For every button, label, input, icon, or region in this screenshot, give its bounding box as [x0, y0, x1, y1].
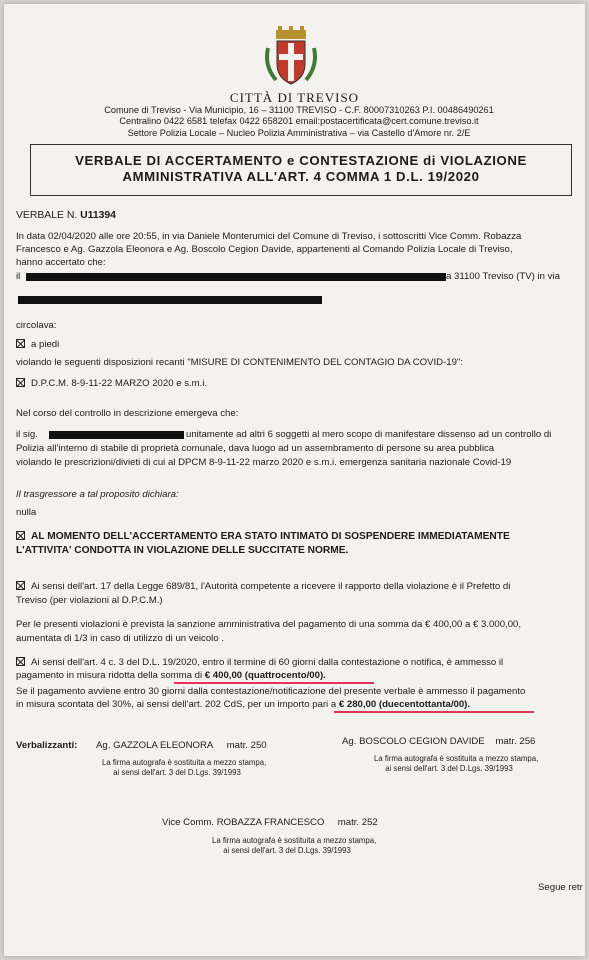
checked-box-icon [16, 531, 25, 540]
verbalizzanti-label: Verbalizzanti: [16, 740, 78, 751]
checkbox-a-piedi: a piedi [16, 338, 59, 351]
agent1-signature-note: La firma autografa è sostituita a mezzo stampa, ai sensi dell'art. 3 del D.Lgs. 39/1993 [102, 758, 267, 777]
highlight-underline [334, 711, 534, 713]
violation-intro: violando le seguenti disposizioni recanti "MISURE DI CONTENIMENTO DEL CONTAGIO DA COVID-19": [16, 357, 464, 368]
checkbox-dpcm: D.P.C.M. 8-9-11-22 MARZO 2020 e s.m.i. [16, 377, 207, 390]
checked-box-icon [16, 581, 25, 590]
header-department: Settore Polizia Locale – Nucleo Polizia Amministrativa – via Castello d'Amore nr. 2/E [127, 128, 471, 138]
highlight-underline [174, 682, 374, 684]
body-p2-line1: unitamente ad altri 6 soggetti al mero scopo di manifestare dissenso ad un controllo di [186, 429, 552, 440]
payment-line2: in misura scontata del 30%, ai sensi dell'art. 202 CdS, per un importo pari a € 280,00 (duecentottanta/00). [16, 699, 471, 710]
checked-box-icon [16, 378, 25, 387]
offender-label: il [16, 271, 21, 282]
header-contacts: Centralino 0422 6581 telefax 0422 658201 email:postacertificata@cert.comune.treviso.it [119, 116, 479, 126]
art17-line2: Treviso (per violazioni al D.P.C.M.) [16, 595, 163, 606]
declaration-value: nulla [16, 507, 37, 518]
redaction-bar [18, 296, 322, 304]
agent2-signature-note: La firma autografa è sostituita a mezzo stampa, ai sensi dell'art. 3 del D.Lgs. 39/1993 [374, 754, 539, 773]
document-title-line1: VERBALE DI ACCERTAMENTO e CONTESTAZIONE di VIOLAZIONE [75, 153, 527, 168]
control-intro: Nel corso del controllo in descrizione emergeva che: [16, 408, 239, 419]
body-p1-line2: Francesco e Ag. Gazzola Eleonora e Ag. Boscolo Cegion Davide, appartenenti al Comando Polizia Locale di Treviso, [16, 244, 513, 255]
body-p1-line3: hanno accertato che: [16, 257, 106, 268]
intimation-line2: L'ATTIVITA' CONDOTTA IN VIOLAZIONE DELLE SUCCITATE NORME. [16, 545, 349, 556]
body-p2-line3: violando le prescrizioni/divieti di cui al DPCM 8-9-11-22 marzo 2020 e s.m.i. emergenza sanitaria nazionale Covid-19 [16, 457, 512, 468]
document-page [4, 4, 585, 956]
sanction-line2: aumentata di 1/3 in caso di utilizzo di un veicolo . [16, 633, 224, 644]
payment-line1: Se il pagamento avviene entro 30 giorni dalla contestazione/notificazione del presente verbale è ammesso il pagamento [16, 686, 526, 697]
body-p2-line2: Polizia all'interno di stabile di proprietà comunale, dava luogo ad un assembramento di persone su area pubblica [16, 443, 495, 454]
intimation-line1: AL MOMENTO DELL'ACCERTAMENTO ERA STATO INTIMATO DI SOSPENDERE IMMEDIATAMENTE [16, 530, 510, 543]
circolava-label: circolava: [16, 320, 57, 331]
redaction-bar [26, 273, 446, 281]
offender-address-tail: a 31100 Treviso (TV) in via [446, 271, 560, 282]
checked-box-icon [16, 339, 25, 348]
vice-signature-note: La firma autografa è sostituita a mezzo stampa, ai sensi dell'art. 3 del D.Lgs. 39/1993 [212, 836, 377, 855]
body-p1-line1: In data 02/04/2020 alle ore 20:55, in via Daniele Monterumici del Comune di Treviso, i sottoscritti Vice Comm. Robazza [16, 231, 522, 242]
header-address: Comune di Treviso - Via Municipio, 16 – 31100 TREVISO - C.F. 80007310263 P.I. 00486490261 [104, 105, 494, 115]
art17-line1: Ai sensi dell'art. 17 della Legge 689/81, l'Autorità competente a ricevere il rapporto della violazione è il Prefetto di [16, 580, 510, 593]
document-title-box [30, 144, 572, 196]
continue-on-back: Segue retr [538, 882, 583, 893]
agent1-signature: Ag. GAZZOLA ELEONORA matr. 250 [96, 740, 267, 751]
sanction-line1: Per le presenti violazioni è prevista la sanzione amministrativa del pagamento di una somma da € 400,00 a € 3.000,00, [16, 619, 522, 630]
art4-line2: pagamento in misura ridotta della somma di € 400,00 (quattrocento/00). [16, 670, 326, 681]
verbale-number: VERBALE N. U11394 [16, 210, 116, 221]
art4-line1: Ai sensi dell'art. 4 c. 3 del D.L. 19/2020, entro il termine di 60 giorni dalla contestazione o notifica, è ammesso il [16, 656, 503, 669]
agent2-signature: Ag. BOSCOLO CEGION DAVIDE matr. 256 [342, 736, 536, 747]
city-name: CITTÀ DI TREVISO [229, 90, 360, 105]
declaration-label: Il trasgressore a tal proposito dichiara: [16, 489, 179, 500]
sig-label: il sig. [16, 429, 38, 440]
redaction-bar [49, 431, 184, 439]
document-title-line2: AMMINISTRATIVA ALL'ART. 4 COMMA 1 D.L. 19/2020 [122, 169, 480, 184]
vice-comm-signature: Vice Comm. ROBAZZA FRANCESCO matr. 252 [162, 817, 378, 828]
checked-box-icon [16, 657, 25, 666]
city-crest-icon [262, 26, 320, 88]
